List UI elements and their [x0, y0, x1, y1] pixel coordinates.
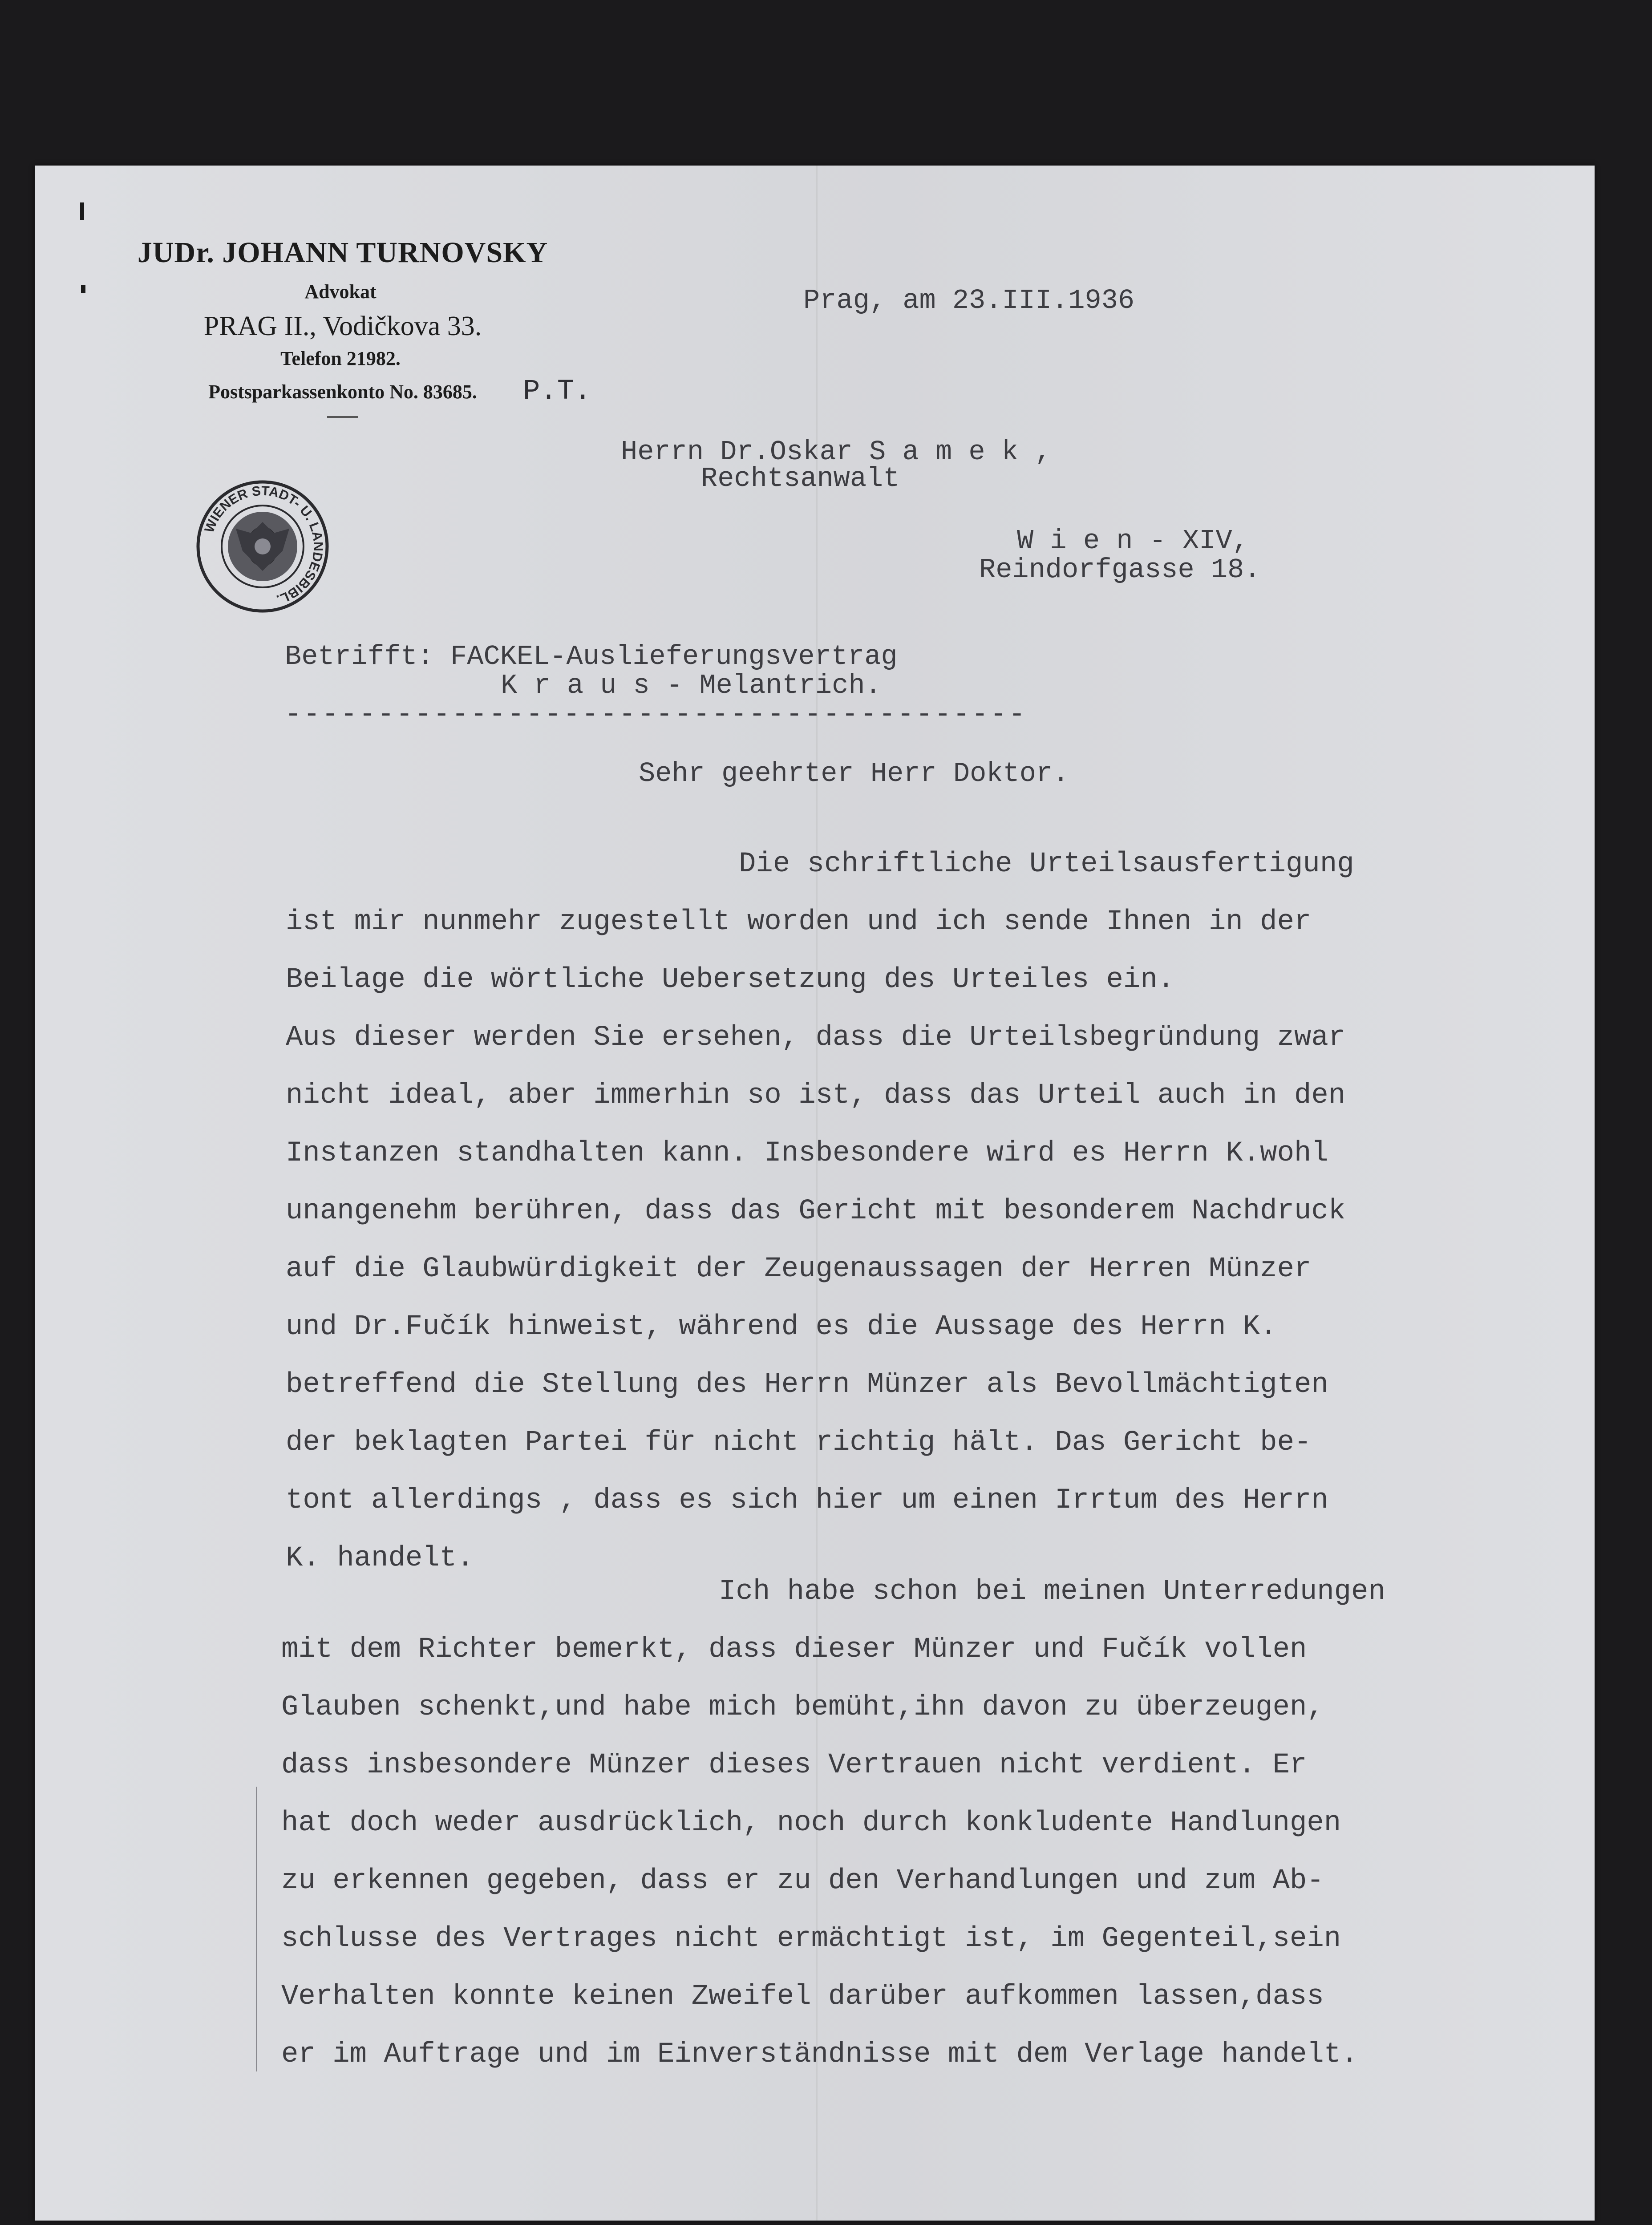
letterhead-phone: Telefon 21982.	[280, 348, 401, 369]
body-line: Ich habe schon bei meinen Unterredungen	[719, 1576, 1385, 1608]
body-line: unangenehm berühren, dass das Gericht mit besonderem Nachdruck	[286, 1195, 1346, 1227]
pt-mark: P.T.	[523, 376, 591, 408]
date-line: Prag, am 23.III.1936	[803, 285, 1135, 316]
body-line: auf die Glaubwürdigkeit der Zeugenaussagen der Herren Münzer	[286, 1253, 1312, 1285]
stamp-text: WIENER STADT- U. LANDESBIBL.	[202, 483, 326, 607]
body-line: Aus dieser werden Sie ersehen, dass die Urteilsbegründung zwar	[286, 1022, 1346, 1054]
salutation: Sehr geehrter Herr Doktor.	[639, 758, 1069, 789]
body-line: Instanzen standhalten kann. Insbesondere wird es Herrn K.wohl	[286, 1137, 1328, 1169]
body-line: der beklagten Partei für nicht richtig hält. Das Gericht be-	[286, 1427, 1312, 1459]
body-line: mit dem Richter bemerkt, dass dieser Münzer und Fučík vollen	[281, 1634, 1307, 1666]
letterhead-address: PRAG II., Vodičkova 33.	[203, 311, 482, 341]
body-line: tont allerdings , dass es sich hier um einen Irrtum des Herrn	[286, 1485, 1328, 1517]
body-line: er im Auftrage und im Einverständnisse mit dem Verlage handelt.	[281, 2039, 1358, 2071]
body-line: schlusse des Vertrages nicht ermächtigt ist, im Gegenteil,sein	[281, 1923, 1341, 1955]
subject-underline: ----------------------------------------	[285, 699, 1028, 730]
body-line: betreffend die Stellung des Herrn Münzer als Bevollmächtigten	[286, 1369, 1328, 1401]
body-line: Verhalten konnte keinen Zweifel darüber aufkommen lassen,dass	[281, 1981, 1324, 2013]
recipient-line-4: Reindorfgasse 18.	[979, 554, 1261, 586]
margin-pencil-line	[256, 1787, 257, 2071]
subject-line-1: Betrifft: FACKEL-Auslieferungsvertrag	[285, 641, 898, 672]
body-line: zu erkennen gegeben, dass er zu den Verhandlungen und zum Ab-	[281, 1865, 1324, 1897]
body-line: nicht ideal, aber immerhin so ist, dass das Urteil auch in den	[286, 1080, 1346, 1112]
body-line: Die schriftliche Urteilsausfertigung	[739, 848, 1354, 880]
body-line: hat doch weder ausdrücklich, noch durch konkludente Handlungen	[281, 1807, 1341, 1839]
recipient-line-2: Rechtsanwalt	[701, 463, 900, 494]
library-stamp	[196, 480, 329, 613]
letterhead-name: JUDr. JOHANN TURNOVSKY	[137, 236, 548, 269]
ink-mark	[80, 202, 84, 220]
body-line: Beilage die wörtliche Uebersetzung des Urteiles ein.	[286, 964, 1175, 996]
letterhead-divider	[327, 416, 358, 418]
subject-line-2: K r a u s - Melantrich.	[501, 670, 882, 701]
body-line: und Dr.Fučík hinweist, während es die Aussage des Herrn K.	[286, 1311, 1277, 1343]
recipient-line-1: Herrn Dr.Oskar S a m e k ,	[621, 436, 1052, 468]
letterhead-postal-account: Postsparkassenkonto No. 83685.	[208, 381, 477, 403]
body-line: dass insbesondere Münzer dieses Vertrauen nicht verdient. Er	[281, 1749, 1307, 1781]
letterhead-profession: Advokat	[304, 281, 377, 303]
body-line: ist mir nunmehr zugestellt worden und ich sende Ihnen in der	[286, 906, 1312, 938]
body-line: K. handelt.	[286, 1542, 474, 1574]
body-line: Glauben schenkt,und habe mich bemüht,ihn davon zu überzeugen,	[281, 1691, 1324, 1723]
recipient-line-3: W i e n - XIV,	[1017, 525, 1249, 557]
ink-mark	[81, 285, 85, 293]
